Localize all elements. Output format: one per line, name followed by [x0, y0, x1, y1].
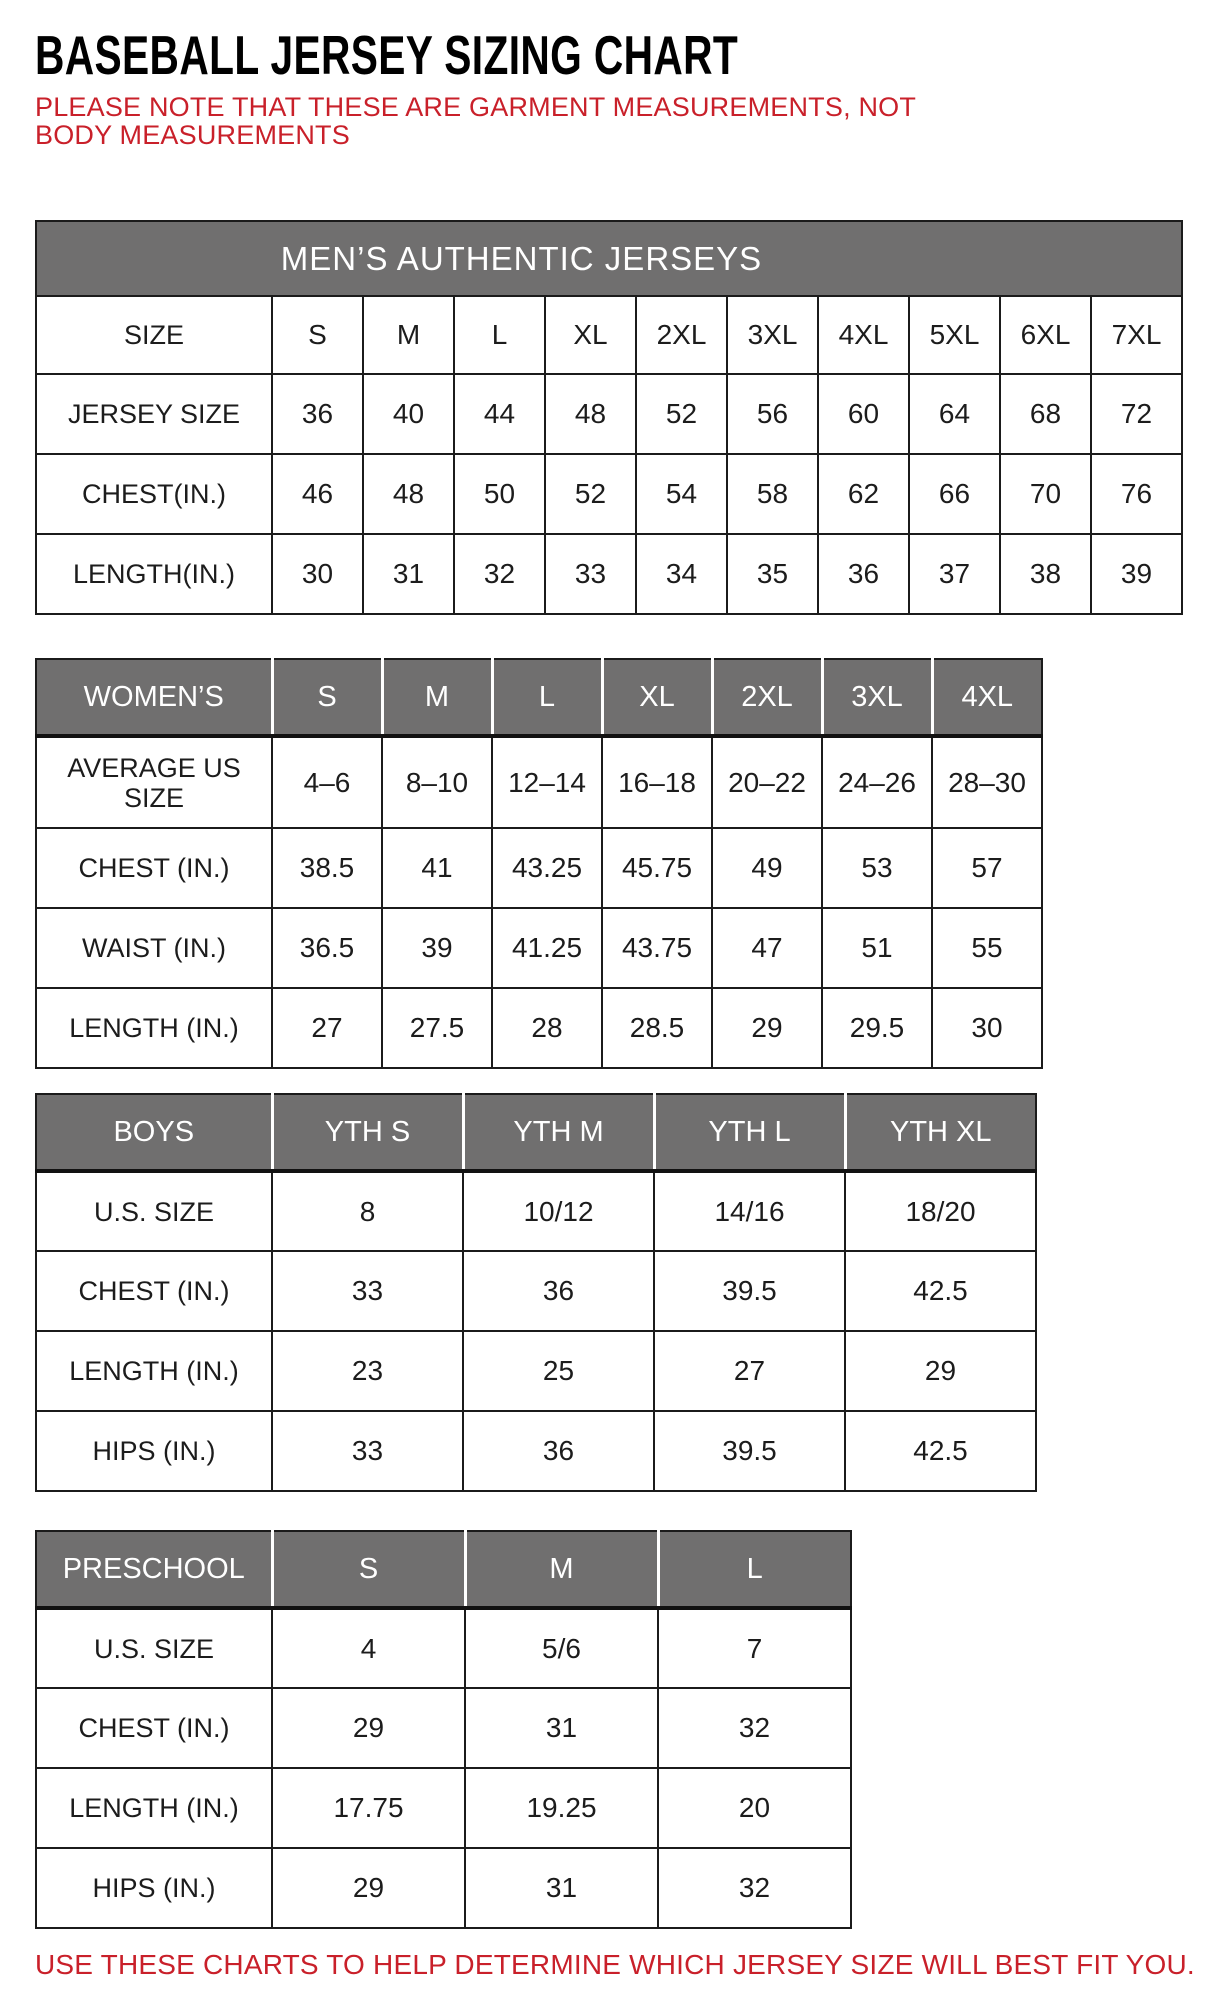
value-cell: 29	[272, 1848, 465, 1928]
value-cell: 33	[272, 1251, 463, 1331]
value-cell: 42.5	[845, 1251, 1036, 1331]
row-label: CHEST (IN.)	[36, 828, 272, 908]
footer-note: USE THESE CHARTS TO HELP DETERMINE WHICH JERSEY SIZE WILL BEST FIT YOU.	[35, 1949, 1195, 1980]
table-row	[36, 1331, 1036, 1411]
value-cell: 4–6	[272, 736, 382, 828]
boys-header-row	[36, 1094, 1036, 1171]
value-cell: 27	[272, 988, 382, 1068]
value-cell: 45.75	[602, 828, 712, 908]
value-cell: 49	[712, 828, 822, 908]
value-cell: 54	[636, 454, 727, 534]
value-cell: 56	[727, 374, 818, 454]
size-column-header: L	[492, 659, 602, 736]
value-cell: 36.5	[272, 908, 382, 988]
preschool-header-label: PRESCHOOL	[36, 1531, 272, 1608]
womens-header-label: WOMEN’S	[36, 659, 272, 736]
page-title: BASEBALL JERSEY SIZING CHART	[35, 24, 739, 86]
table-row	[36, 534, 1182, 614]
value-cell: 62	[818, 454, 909, 534]
value-cell: 58	[727, 454, 818, 534]
womens-table	[35, 658, 1043, 1069]
value-cell: 51	[822, 908, 932, 988]
row-label: LENGTH (IN.)	[36, 1768, 272, 1848]
size-column-header: M	[363, 296, 454, 374]
value-cell: 29	[845, 1331, 1036, 1411]
value-cell: 39.5	[654, 1251, 845, 1331]
value-cell: 36	[463, 1411, 654, 1491]
value-cell: 40	[363, 374, 454, 454]
value-cell: 27.5	[382, 988, 492, 1068]
value-cell: 27	[654, 1331, 845, 1411]
size-column-header: L	[454, 296, 545, 374]
table-row	[36, 988, 1042, 1068]
size-column-header: 3XL	[727, 296, 818, 374]
table-row	[36, 1848, 851, 1928]
value-cell: 39	[1091, 534, 1182, 614]
size-column-header: 6XL	[1000, 296, 1091, 374]
size-tables	[35, 220, 1185, 1929]
row-label: LENGTH (IN.)	[36, 988, 272, 1068]
size-column-header: YTH S	[272, 1094, 463, 1171]
size-column-header: YTH XL	[845, 1094, 1036, 1171]
row-label: U.S. SIZE	[36, 1171, 272, 1251]
size-column-header: M	[382, 659, 492, 736]
value-cell: 36	[818, 534, 909, 614]
size-column-header: YTH M	[463, 1094, 654, 1171]
value-cell: 57	[932, 828, 1042, 908]
mens-header-label: SIZE	[36, 296, 272, 374]
value-cell: 29	[272, 1688, 465, 1768]
table-row	[36, 1411, 1036, 1491]
value-cell: 32	[658, 1688, 851, 1768]
row-label: CHEST(IN.)	[36, 454, 272, 534]
boys-table	[35, 1093, 1037, 1492]
value-cell: 14/16	[654, 1171, 845, 1251]
value-cell: 70	[1000, 454, 1091, 534]
value-cell: 30	[272, 534, 363, 614]
value-cell: 20	[658, 1768, 851, 1848]
value-cell: 64	[909, 374, 1000, 454]
value-cell: 31	[465, 1688, 658, 1768]
value-cell: 36	[463, 1251, 654, 1331]
value-cell: 5/6	[465, 1608, 658, 1688]
value-cell: 41	[382, 828, 492, 908]
mens-table	[35, 220, 1183, 615]
size-column-header: 3XL	[822, 659, 932, 736]
size-column-header: S	[272, 1531, 465, 1608]
table-row	[36, 908, 1042, 988]
row-label: LENGTH(IN.)	[36, 534, 272, 614]
row-label: CHEST (IN.)	[36, 1251, 272, 1331]
size-column-header: S	[272, 659, 382, 736]
sizing-chart-page	[0, 24, 1220, 1980]
value-cell: 44	[454, 374, 545, 454]
value-cell: 76	[1091, 454, 1182, 534]
value-cell: 19.25	[465, 1768, 658, 1848]
value-cell: 29.5	[822, 988, 932, 1068]
value-cell: 33	[272, 1411, 463, 1491]
garment-measurements-note: PLEASE NOTE THAT THESE ARE GARMENT MEASUREMENTS, NOT BODY MEASUREMENTS	[35, 92, 916, 150]
row-label: HIPS (IN.)	[36, 1848, 272, 1928]
table-row	[36, 1688, 851, 1768]
value-cell: 47	[712, 908, 822, 988]
value-cell: 16–18	[602, 736, 712, 828]
value-cell: 33	[545, 534, 636, 614]
row-label: U.S. SIZE	[36, 1608, 272, 1688]
value-cell: 43.25	[492, 828, 602, 908]
value-cell: 8	[272, 1171, 463, 1251]
value-cell: 52	[636, 374, 727, 454]
value-cell: 23	[272, 1331, 463, 1411]
size-column-header: 4XL	[932, 659, 1042, 736]
value-cell: 38.5	[272, 828, 382, 908]
value-cell: 72	[1091, 374, 1182, 454]
size-column-header: 2XL	[712, 659, 822, 736]
value-cell: 66	[909, 454, 1000, 534]
row-label: LENGTH (IN.)	[36, 1331, 272, 1411]
value-cell: 34	[636, 534, 727, 614]
value-cell: 60	[818, 374, 909, 454]
row-label: AVERAGE US SIZE	[36, 736, 272, 828]
size-column-header: 7XL	[1091, 296, 1182, 374]
value-cell: 41.25	[492, 908, 602, 988]
value-cell: 17.75	[272, 1768, 465, 1848]
value-cell: 10/12	[463, 1171, 654, 1251]
row-label: JERSEY SIZE	[36, 374, 272, 454]
table-row	[36, 1251, 1036, 1331]
size-column-header: 2XL	[636, 296, 727, 374]
table-row	[36, 828, 1042, 908]
value-cell: 35	[727, 534, 818, 614]
mens-header-row	[36, 296, 1182, 374]
value-cell: 48	[363, 454, 454, 534]
value-cell: 46	[272, 454, 363, 534]
value-cell: 55	[932, 908, 1042, 988]
value-cell: 50	[454, 454, 545, 534]
value-cell: 25	[463, 1331, 654, 1411]
value-cell: 31	[465, 1848, 658, 1928]
value-cell: 32	[658, 1848, 851, 1928]
table-row	[36, 1171, 1036, 1251]
size-column-header: M	[465, 1531, 658, 1608]
preschool-table	[35, 1530, 852, 1929]
value-cell: 52	[545, 454, 636, 534]
boys-header-label: BOYS	[36, 1094, 272, 1171]
value-cell: 39	[382, 908, 492, 988]
value-cell: 39.5	[654, 1411, 845, 1491]
size-column-header: L	[658, 1531, 851, 1608]
value-cell: 43.75	[602, 908, 712, 988]
value-cell: 30	[932, 988, 1042, 1068]
value-cell: 48	[545, 374, 636, 454]
value-cell: 36	[272, 374, 363, 454]
table-row	[36, 374, 1182, 454]
banner-row	[36, 221, 1182, 296]
value-cell: 7	[658, 1608, 851, 1688]
value-cell: 38	[1000, 534, 1091, 614]
table-row	[36, 736, 1042, 828]
row-label: CHEST (IN.)	[36, 1688, 272, 1768]
value-cell: 29	[712, 988, 822, 1068]
row-label: WAIST (IN.)	[36, 908, 272, 988]
value-cell: 4	[272, 1608, 465, 1688]
value-cell: 68	[1000, 374, 1091, 454]
womens-header-row	[36, 659, 1042, 736]
value-cell: 18/20	[845, 1171, 1036, 1251]
value-cell: 53	[822, 828, 932, 908]
value-cell: 32	[454, 534, 545, 614]
size-column-header: YTH L	[654, 1094, 845, 1171]
size-column-header: XL	[545, 296, 636, 374]
value-cell: 31	[363, 534, 454, 614]
value-cell: 8–10	[382, 736, 492, 828]
value-cell: 28–30	[932, 736, 1042, 828]
value-cell: 12–14	[492, 736, 602, 828]
value-cell: 42.5	[845, 1411, 1036, 1491]
table-row	[36, 1608, 851, 1688]
size-column-header: 5XL	[909, 296, 1000, 374]
value-cell: 28.5	[602, 988, 712, 1068]
value-cell: 37	[909, 534, 1000, 614]
table-row	[36, 1768, 851, 1848]
value-cell: 24–26	[822, 736, 932, 828]
row-label: HIPS (IN.)	[36, 1411, 272, 1491]
size-column-header: XL	[602, 659, 712, 736]
mens-banner: MEN’S AUTHENTIC JERSEYS	[36, 221, 1182, 296]
preschool-header-row	[36, 1531, 851, 1608]
size-column-header: S	[272, 296, 363, 374]
value-cell: 28	[492, 988, 602, 1068]
value-cell: 20–22	[712, 736, 822, 828]
size-column-header: 4XL	[818, 296, 909, 374]
table-row	[36, 454, 1182, 534]
